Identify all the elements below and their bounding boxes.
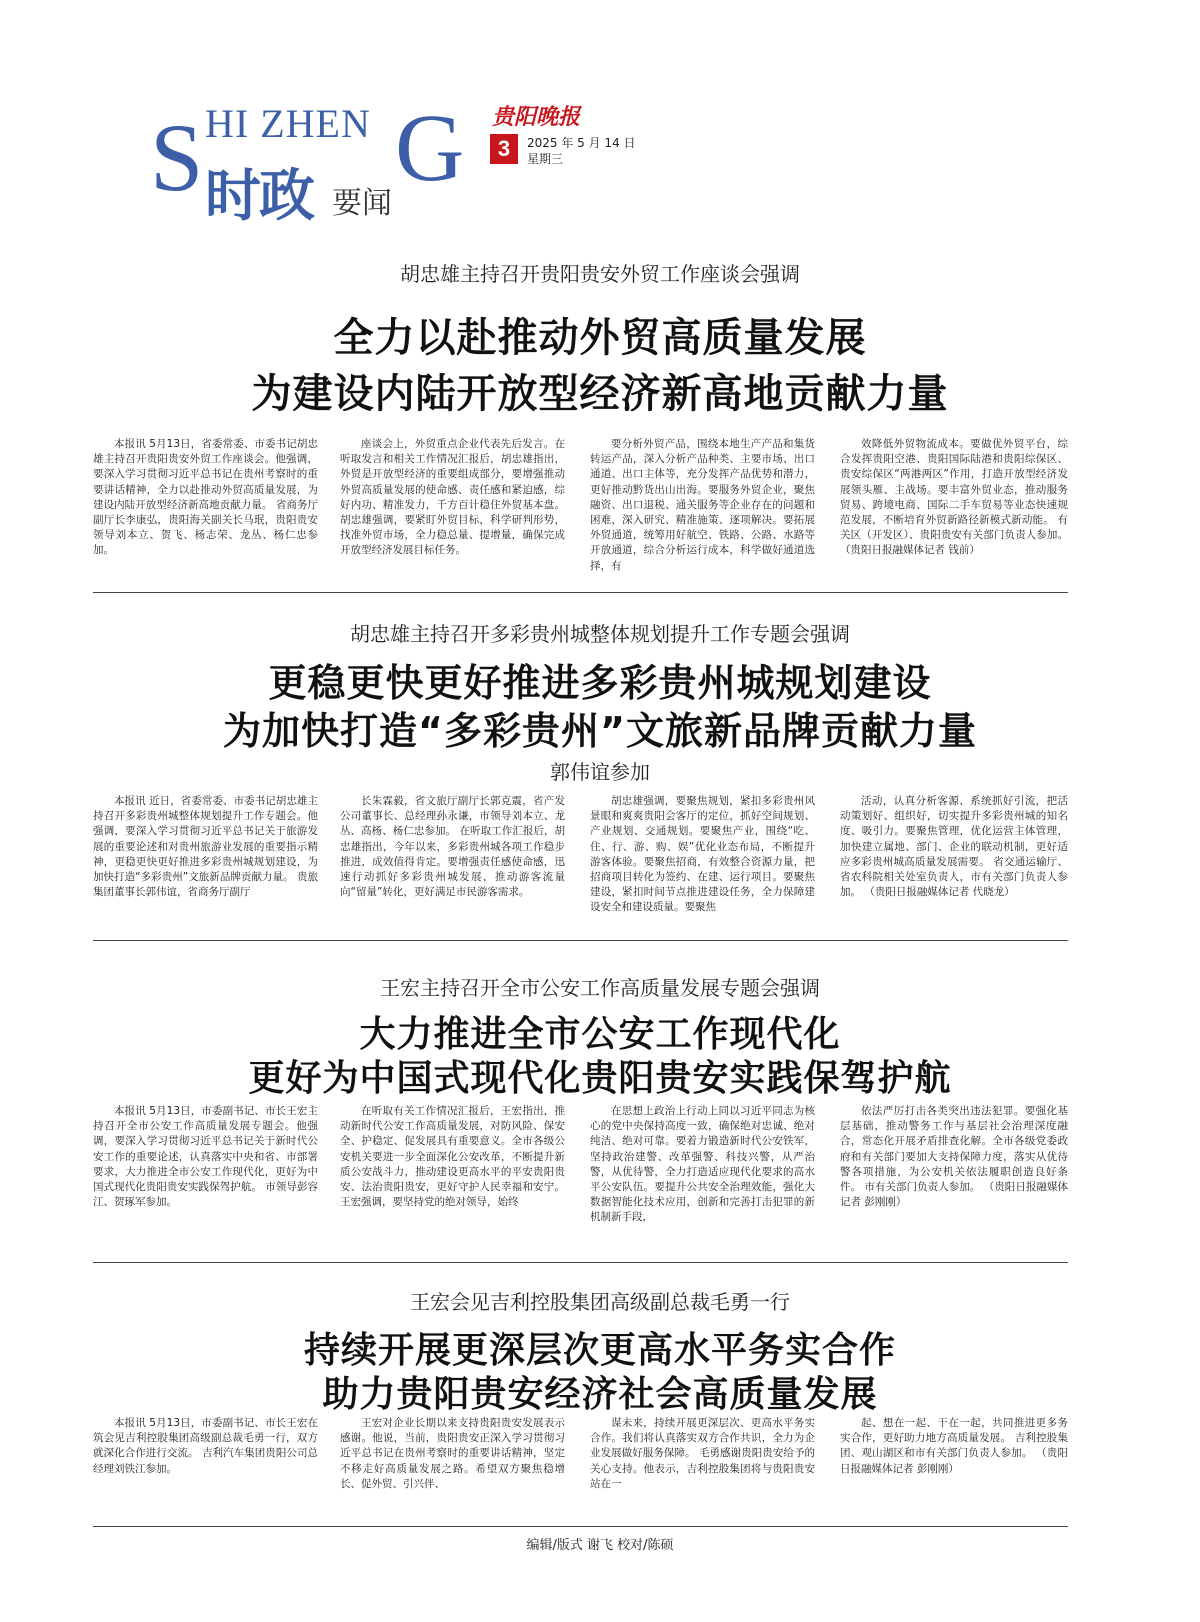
- article-column: 胡忠雄强调，要聚焦规划，紧扣多彩贵州风景眼和爽爽贵阳会客厅的定位，抓好空间规划、产业规划、交通规划。要聚焦产业，围绕“吃、住、行、游、购、娱”优化业态布局，不断提升游客体验。要聚焦招商，有效整合资源力量，把招商项目转化为签约、在建、运行项目。要聚焦建设，紧扣时间节点推进建设任务，全力保障建设安全和建设质量。要聚焦: [590, 795, 815, 914]
- subsection-title: 要闻: [332, 186, 392, 221]
- article-column: 活动，认真分析客源、系统抓好引流，把活动策划好、组织好，切实提升多彩贵州城的知名度、吸引力。要聚焦管理，优化运营主体管理，加快建立属地、部门、企业的联动机制，更好适应多彩贵州城高质量发展需要。 省交通运输厅、省农科院相关处室负责人，市有关部门负责人参加。 （贵阳日报融媒体记者 代晓龙）: [840, 795, 1068, 899]
- article-column: 长朱霖毅，省文旅厅副厅长郭克震，省产发公司董事长、总经理孙永谦，市领导刘本立、龙丛、高杨、杨仁忠参加。 在听取工作汇报后，胡忠雄指出，今年以来，多彩贵州城各项工作稳步推进，成效值得肯定。要增强责任感使命感，迅速行动抓好多彩贵州城发展，推动游客流量向“留量”转化，更好满足市民游客需求。: [340, 795, 565, 899]
- page-number: 3: [490, 134, 518, 164]
- article-kicker: 王宏主持召开全市公安工作高质量发展专题会强调: [380, 976, 820, 1000]
- article-kicker: 胡忠雄主持召开多彩贵州城整体规划提升工作专题会强调: [350, 622, 850, 646]
- masthead-letter-g: G: [395, 94, 465, 201]
- masthead-latin-text: HI ZHEN: [205, 101, 371, 146]
- article-kicker: 胡忠雄主持召开贵阳贵安外贸工作座谈会强调: [400, 262, 800, 286]
- article-headline-line1: 大力推进全市公安工作现代化: [359, 1014, 841, 1055]
- article-subtitle: 郭伟谊参加: [550, 760, 650, 784]
- article-headline-line2: 更好为中国式现代化贵阳贵安实践保驾护航: [248, 1058, 952, 1099]
- section-divider: [93, 940, 1068, 941]
- article-headline-line2: 为加快打造“多彩贵州”文旅新品牌贡献力量: [223, 709, 977, 753]
- masthead-letter-s: S: [150, 104, 204, 211]
- article-headline-line1: 更稳更快更好推进多彩贵州城规划建设: [268, 661, 932, 705]
- article-column: 起、想在一起、干在一起，共同推进更多务实合作，更好助力地方高质量发展。 吉利控股集团、观山湖区和市有关部门负责人参加。 （贵阳日报融媒体记者 彭刚刚）: [840, 1417, 1068, 1475]
- page-credits: 编辑/版式 谢飞 校对/陈硕: [526, 1538, 674, 1553]
- article-column: 本报讯 5月13日，省委常委、市委书记胡忠雄主持召开贵阳贵安外贸工作座谈会。他强调，要深入学习贯彻习近平总书记在贵州考察时的重要讲话精神，全力以赴推动外贸高质量发展，为建设内陆开放型经济新高地贡献力量。 省商务厅副厅长李康弘，贵阳海关副关长马珉，贵阳贵安领导刘本立、贺飞、杨志荣、龙丛、杨仁忠参加。: [93, 438, 318, 557]
- article-kicker: 王宏会见吉利控股集团高级副总裁毛勇一行: [410, 1290, 790, 1314]
- article-headline-line1: 持续开展更深层次更高水平务实合作: [303, 1330, 896, 1371]
- article-column: 效降低外贸物流成本。要做优外贸平台，综合发挥贵阳空港、贵阳国际陆港和贵阳综保区、贵安综保区“两港两区”作用，打造开放型经济发展领头雁、主战场。要丰富外贸业态，推动服务贸易、跨境电商、国际二手车贸易等业态快速规范发展，不断培育外贸新路径新模式新动能。 有关区（开发区）、贵阳贵安有关部门负责人参加。 （贵阳日报融媒体记者 钱前）: [840, 438, 1068, 557]
- section-divider: [93, 592, 1068, 593]
- article-headline-line2: 为建设内陆开放型经济新高地贡献力量: [251, 371, 949, 417]
- footer-rule: [93, 1526, 1068, 1527]
- article-column: 依法严厉打击各类突出违法犯罪。要强化基层基础，推动警务工作与基层社会治理深度融合，常态化开展矛盾排查化解。全市各级党委政府和有关部门要加大支持保障力度，落实从优待警各项措施，为公安机关依法履职创造良好条件。 市有关部门负责人参加。 （贵阳日报融媒体记者 彭刚刚）: [840, 1105, 1068, 1209]
- article-column: 座谈会上，外贸重点企业代表先后发言。在听取发言和相关工作情况汇报后，胡忠雄指出，外贸是开放型经济的重要组成部分，要增强推动外贸高质量发展的使命感、责任感和紧迫感，综好内功、精准发力，千方百计稳住外贸基本盘。 胡忠雄强调，要紧盯外贸目标，科学研判形势，找准外贸市场，全力稳总量、提增量，确保完成开放型经济发展目标任务。: [340, 438, 565, 557]
- section-title: 时政: [205, 164, 313, 229]
- article-headline-line2: 助力贵阳贵安经济社会高质量发展: [322, 1374, 878, 1415]
- article-column: 本报讯 5月13日，市委副书记、市长王宏在筑会见吉利控股集团高级副总裁毛勇一行，双方就深化合作进行交流。 吉利汽车集团贵阳公司总经理刘铁江参加。: [93, 1417, 318, 1475]
- article-column: 在听取有关工作情况汇报后，王宏指出，推动新时代公安工作高质量发展，对防风险、保安全、护稳定、促发展具有重要意义。全市各级公安机关要进一步全面深化公安改革，不断提升新质公安战斗力，推动建设更高水平的平安贵阳贵安、法治贵阳贵安，更好守护人民幸福和安宁。 王宏强调，要坚持党的绝对领导，始终: [340, 1105, 565, 1209]
- article-column: 王宏对企业长期以来支持贵阳贵安发展表示感谢。他说，当前，贵阳贵安正深入学习贯彻习近平总书记在贵州考察时的重要讲话精神，坚定不移走好高质量发展之路。希望双方聚焦稳增长、促外贸、引兴伴、: [340, 1417, 565, 1490]
- newspaper-logo: 贵阳晚报: [492, 104, 581, 130]
- article-column: 本报讯 近日，省委常委、市委书记胡忠雄主持召开多彩贵州城整体规划提升工作专题会。他强调，要深入学习贯彻习近平总书记关于旅游发展的重要论述和对贵州旅游业发展的重要指示精神，更稳更快更好推进多彩贵州城规划建设，为加快打造“多彩贵州”文旅新品牌贡献力量。 贵旅集团董事长郭伟谊，省商务厅副厅: [93, 795, 318, 899]
- issue-date: 2025 年 5 月 14 日: [527, 136, 636, 150]
- article-column: 在思想上政治上行动上同以习近平同志为核心的党中央保持高度一致，确保绝对忠诚、绝对纯洁、绝对可靠。要着力锻造新时代公安铁军，坚持政治建警、改革强警、科技兴警，从严治警，从优待警，全力打造适应现代化要求的高水平公安队伍。要提升公共安全治理效能，强化大数据智能化技术应用，创新和完善打击犯罪的新机制新手段，: [590, 1105, 815, 1224]
- article-column: 谋未来，持续开展更深层次、更高水平务实合作。我们将认真落实双方合作共识，全力为企业发展做好服务保障。 毛勇感谢贵阳贵安给予的关心支持。他表示，吉利控股集团将与贵阳贵安站在一: [590, 1417, 815, 1490]
- issue-weekday: 星期三: [527, 152, 564, 166]
- article-column: 本报讯 5月13日，市委副书记、市长王宏主持召开全市公安工作高质量发展专题会。他强调，要深入学习贯彻习近平总书记关于新时代公安工作的重要论述，认真落实中央和省、市部署要求，大力推进全市公安工作现代化，更好为中国式现代化贵阳贵安实践保驾护航。 市领导彭容江、贺琢军参加。: [93, 1105, 318, 1209]
- article-headline-line1: 全力以赴推动外贸高质量发展: [333, 315, 867, 361]
- article-column: 要分析外贸产品，围绕本地生产产品和集货转运产品，深入分析产品种类、主要市场、出口通道、出口主体等，充分发挥产品优势和潜力，更好推动黔货出山出海。要服务外贸企业，聚焦融资、出口退税、通关服务等企业存在的问题和困难，深入研究、精准施策、逐项解决。要拓展外贸通道，统筹用好航空、铁路、公路、水路等开放通道，综合分析运行成本，科学做好通道选择，有: [590, 438, 815, 572]
- section-divider: [93, 1262, 1068, 1263]
